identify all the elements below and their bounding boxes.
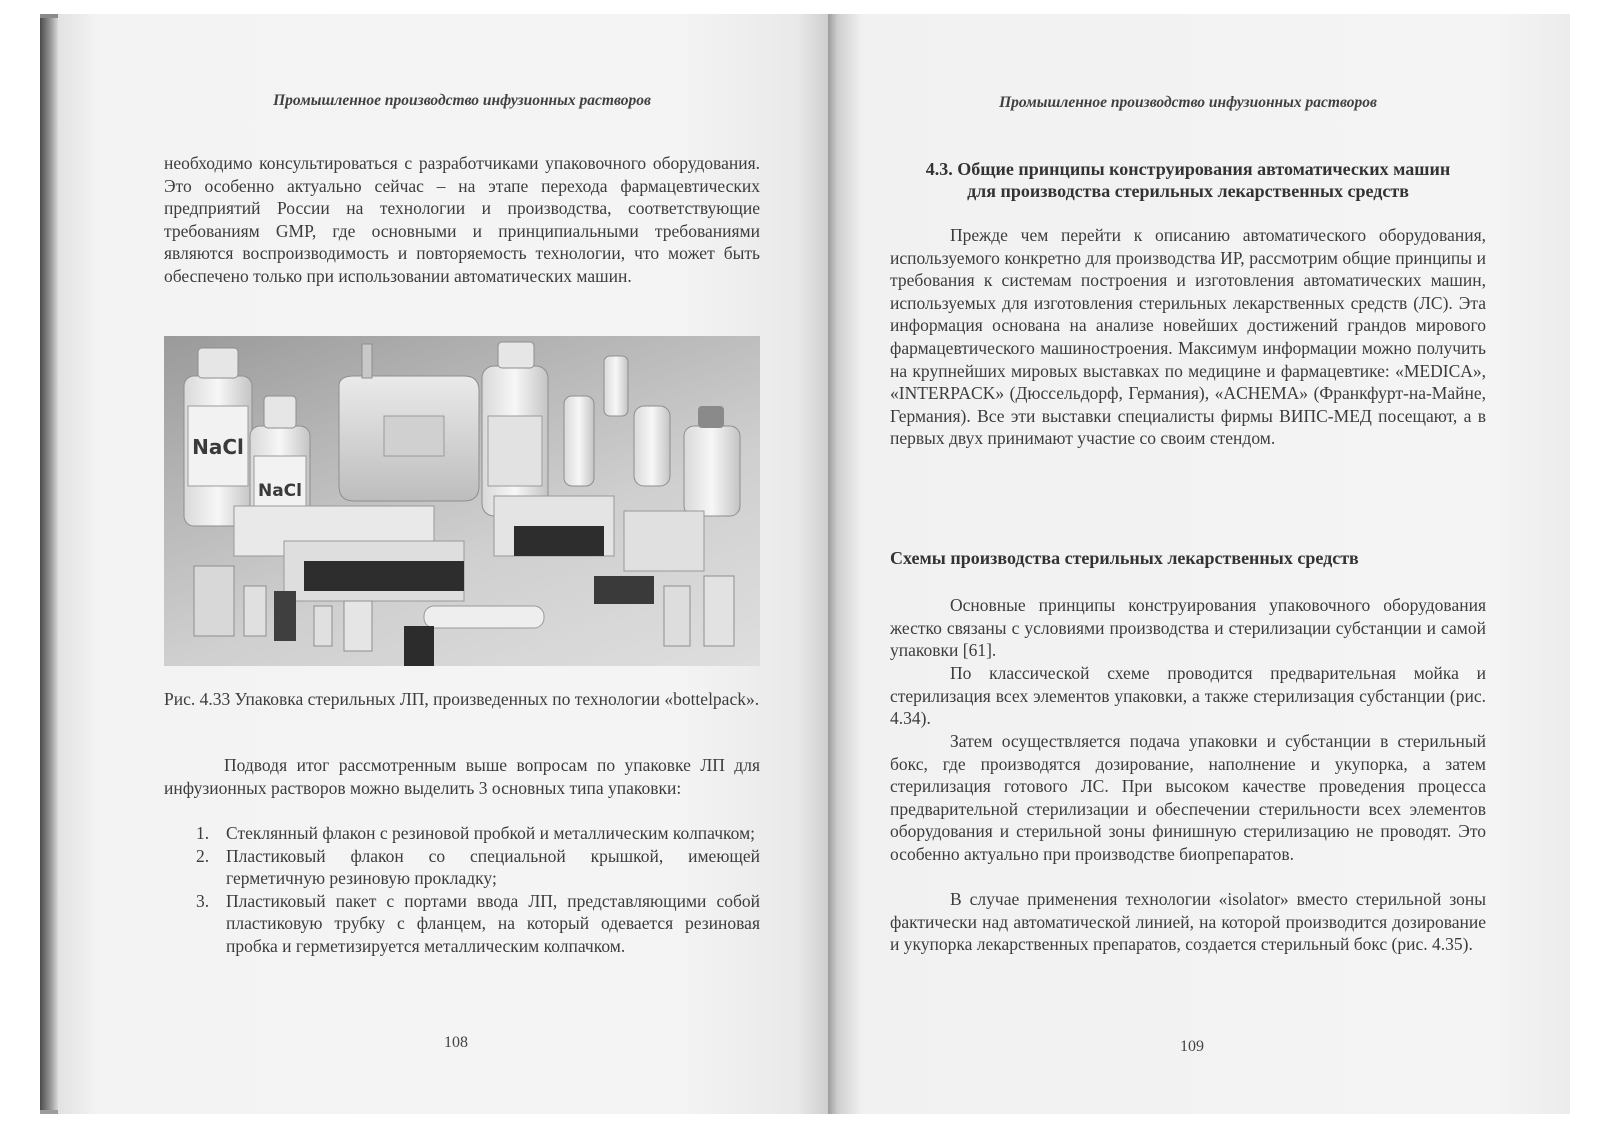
right-paragraph-3: По классической схеме проводится предварительная мойка и стерилизация всех элементов упаковки, а также стерилизация субстанции (рис. 4.34). (890, 663, 1486, 729)
bottle-large-right (482, 342, 548, 516)
list-item-number: 3. (196, 890, 210, 911)
list-item-number: 1. (196, 823, 210, 843)
list-item-text: Стеклянный флакон с резиновой пробкой и металлическим колпачком; (226, 823, 755, 843)
ampoule-strips (234, 496, 704, 604)
list-item (164, 890, 760, 958)
right-paragraph-4: Затем осуществляется подача упаковки и субстанции в стерильный бокс, где производятся дозирование, наполнение и укупорка, а затем стерилизация готового ЛС. При высоком качестве проведения процесса предварительной стерилизации и обеспечении стерильности всех элементов оборудования и стерильной зоны финишную стерилизацию не проводят. Это особенно актуально при производстве биопрепаратов. (890, 731, 1486, 864)
list-item-number: 2. (196, 845, 210, 866)
subheading: Схемы производства стерильных лекарственных средств (890, 548, 1359, 568)
figure-caption: Рис. 4.33 Упаковка стерильных ЛП, произведенных по технологии «bottelpack». (164, 689, 760, 709)
figure-photo-bottelpack (164, 336, 760, 666)
left-paragraph-2: Подводя итог рассмотренным выше вопросам по упаковке ЛП для инфузионных растворов можно выделить 3 основных типа упаковки: (164, 755, 760, 798)
bottle-label-2: NaCl (257, 481, 303, 501)
list-item-text: Пластиковый пакет с портами ввода ЛП, представляющими собой пластиковую трубку с фланцем, на который одевается резиновая пробка и герметизируется металлическим колпачком. (226, 890, 760, 956)
section-heading-line-2: для производства стерильных лекарственных средств (967, 181, 1409, 201)
bottle-nacl-large (184, 348, 252, 526)
left-paragraph-1: необходимо консультироваться с разработчиками упаковочного оборудования. Это особенно актуально сейчас – на этапе перехода фармацевтических предприятий России на технологии и производства, соответствующие требованиям GMP, где основными и принципиальными требованиями являются воспроизводимость и повторяемость технологии, что может быть обеспечено только при использовании автоматических машин. (164, 153, 760, 286)
section-heading (890, 158, 1486, 202)
right-running-head: Промышленное производство инфузионных растворов (999, 94, 1377, 111)
small-containers-right (564, 356, 740, 516)
left-page-number: 108 (444, 1034, 468, 1051)
right-paragraph-1: Прежде чем перейти к описанию автоматического оборудования, используемого конкретно для производства ИР, рассмотрим общие принципы и требования к системам построения и изготовления автоматических машин, используемых для изготовления стерильных лекарственных средств (ЛС). Эта информация основана на анализе новейших достижений грандов мирового фармацевтического машиностроения. Максимум информации можно получить на крупнейших мировых выставках по медицине и фармацевтике: «MEDICA», «INTERPACK» (Дюссельдорф, Германия), «ACHEMA» (Франкфурт-на-Майне, Германия). Все эти выставки специалисты фирмы ВИПС-МЕД посещают, а в первых двух принимают участие со своим стендом. (890, 225, 1486, 449)
right-paragraph-5: В случае применения технологии «isolator» вместо стерильной зоны фактически над автоматической линией, на которой производится дозирование и укупорка лекарственных препаратов, создается стерильный бокс (рис. 4.35). (890, 889, 1486, 955)
list-item (164, 845, 760, 890)
list-item (164, 822, 760, 845)
bottle-label-1: NaCl (192, 435, 244, 459)
packaging-types-list (164, 822, 760, 958)
right-paragraph-2: Основные принципы конструирования упаковочного оборудования жестко связаны с условиями производства и стерилизации субстанции и самой упаковки [61]. (890, 595, 1486, 661)
book-edge-left (40, 14, 58, 1114)
right-page-number: 109 (1180, 1038, 1204, 1055)
list-item-text: Пластиковый флакон со специальной крышкой, имеющей герметичную резиновую прокладку; (226, 845, 760, 889)
section-heading-line-1: 4.3. Общие принципы конструирования автоматических машин (925, 159, 1451, 179)
infusion-bag (339, 344, 479, 501)
left-running-head: Промышленное производство инфузионных растворов (273, 92, 651, 109)
